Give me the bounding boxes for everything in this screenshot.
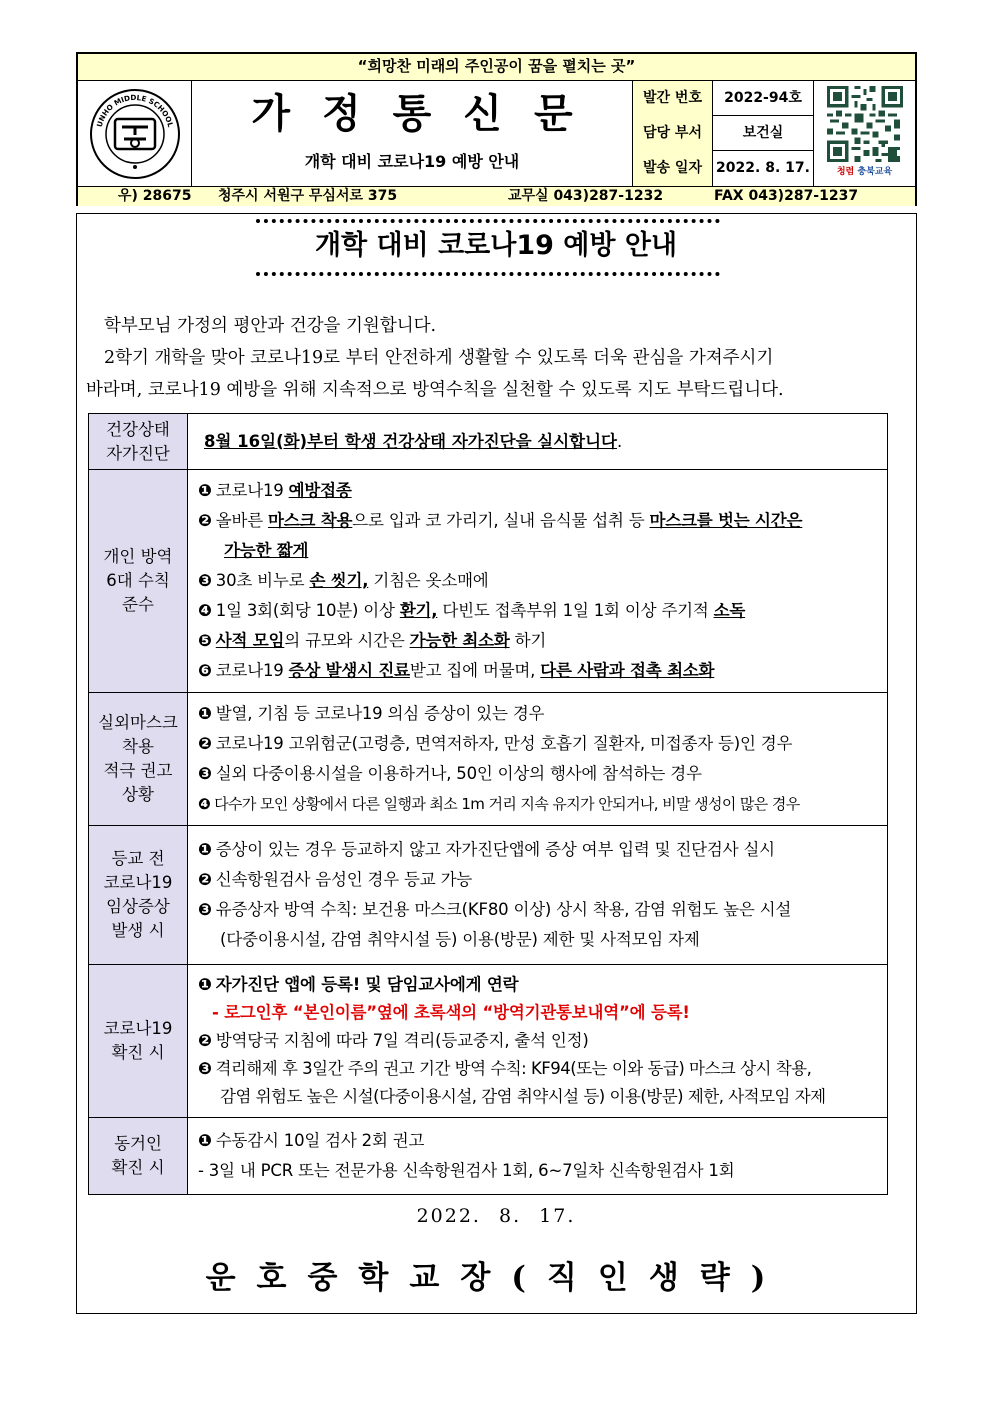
row-header-line: 등교 전 [111, 849, 165, 868]
text: 신속항원검사 음성인 경우 등교 가능 [215, 870, 473, 889]
slogan: “희망찬 미래의 주인공이 꿈을 펼치는 곳” [78, 54, 915, 81]
intro-line-1: 학부모님 가정의 평안과 건강을 기원합니다. [104, 316, 437, 336]
text: 발열, 기침 등 코로나19 의심 증상이 있는 경우 [215, 704, 545, 723]
text: 자가진단 앱에 등록! 및 담임교사에게 연락 [215, 975, 519, 994]
text: 코로나19 [215, 661, 289, 680]
meta-value: 2022. 8. 17. [716, 160, 810, 176]
emphasis: 손 씻기, [309, 571, 369, 590]
emphasis: 증상 발생시 진료 [288, 661, 410, 680]
guidelines-table [88, 413, 888, 1195]
text: 코로나19 고위험군(고령층, 면역저하자, 만성 호흡기 질환자, 미접종자 등)인 경우 [215, 734, 793, 753]
list-item [198, 596, 887, 626]
issue-date: 2022. 8. 17. [416, 1205, 576, 1227]
emphasis: 가능한 최소화 [409, 631, 510, 650]
row-header-line: 준수 [122, 595, 154, 614]
table-row [89, 470, 888, 693]
bullet-icon: ❷ [198, 870, 212, 889]
text: - 로그인후 “본인이름”옆에 초록색의 “방역기관통보내역”에 등록! [212, 1003, 690, 1022]
row-header-line: 적극 권고 [103, 761, 173, 780]
list-item-continuation [198, 536, 887, 566]
row-header-line: 자가진단 [106, 443, 170, 463]
bullet-icon: ❸ [198, 900, 212, 919]
row-content-six-rules [188, 470, 888, 693]
row-content-self-check [188, 414, 888, 470]
bullet-icon: ❹ [198, 601, 212, 620]
bullet-icon: ❶ [198, 840, 212, 859]
fax-number: FAX 043)287-1237 [714, 188, 859, 204]
table-row [89, 826, 888, 965]
text: 유증상자 방역 수칙: 보건용 마스크(KF80 이상) 상시 착용, 감염 위험도 높은 시설 [215, 900, 792, 919]
meta-label: 발송 일자 [633, 151, 713, 186]
row-header-line: 임상증상 [106, 897, 170, 916]
punctuation: . [616, 431, 623, 451]
address-bar [78, 186, 915, 206]
list-item-continuation [198, 925, 887, 955]
title-cell [192, 81, 633, 186]
bullet-icon: ❹ [198, 795, 211, 813]
list-subitem [198, 999, 887, 1027]
emphasis: 가능한 짧게 [224, 541, 309, 560]
text: 30초 비누로 [215, 571, 310, 590]
meta-value: 2022-94호 [724, 90, 802, 106]
text: 격리해제 후 3일간 주의 권고 기간 방역 수칙: KF94(또는 이와 동급) 마스크 상시 착용, [215, 1059, 812, 1078]
emphasis: 사적 모임 [215, 631, 285, 650]
list-item [198, 476, 887, 506]
row-header-line: 실외마스크 [98, 713, 178, 732]
meta-row-send-date [633, 151, 813, 186]
table-row [89, 693, 888, 826]
postal-code: 우) 28675 [118, 188, 192, 204]
row-content-household [188, 1118, 888, 1195]
qr-caption-edu: 충북교육 [857, 167, 893, 177]
bullet-icon: ❷ [198, 511, 212, 530]
bullet-icon: ❻ [198, 661, 212, 680]
emphasis: 마스크를 벗는 시간은 [649, 511, 803, 530]
row-content-symptoms [188, 826, 888, 965]
text: 의 규모와 시간은 [284, 631, 410, 650]
intro-line-2: 2학기 개학을 맞아 코로나19로 부터 안전하게 생활할 수 있도록 더욱 관심을 가져주시기 [104, 348, 774, 368]
bullet-icon: ❸ [198, 571, 212, 590]
row-header-line: 착용 [122, 737, 154, 756]
list-item [198, 506, 887, 536]
qr-cell [813, 81, 915, 186]
row-header-six-rules [89, 470, 188, 693]
bullet-icon: ❷ [198, 734, 212, 753]
title-bottom-divider [256, 272, 720, 276]
text: 다수가 모인 상황에서 다른 일행과 최소 1m 거리 지속 유지가 안되거나, 비말 생성이 많은 경우 [214, 795, 800, 813]
row-header-line: 건강상태 [106, 419, 170, 439]
row-content-confirmed [188, 965, 888, 1118]
bullet-icon: ❶ [198, 481, 212, 500]
self-check-notice: 8월 16일(화)부터 학생 건강상태 자가진단을 실시합니다 [204, 431, 617, 451]
newsletter-subtitle: 개학 대비 코로나19 예방 안내 [304, 152, 520, 171]
emphasis: 마스크 착용 [268, 511, 353, 530]
row-header-symptoms [89, 826, 188, 965]
row-header-line: 동거인 [114, 1134, 162, 1153]
list-item [198, 1027, 887, 1055]
row-header-line: 확진 시 [111, 1043, 165, 1062]
svg-text:UNHO MIDDLE SCHOOL [95, 93, 176, 129]
qr-caption [814, 164, 915, 177]
intro-line-3: 바라며, 코로나19 예방을 위해 지속적으로 방역수칙을 실천할 수 있도록 지도 부탁드립니다. [86, 380, 784, 400]
row-header-line: 확진 시 [111, 1158, 165, 1177]
school-logo-cell [78, 81, 192, 186]
table-row [89, 414, 888, 470]
bullet-icon: ❷ [198, 1031, 212, 1050]
row-header-self-check [89, 414, 188, 470]
qr-code-icon[interactable] [827, 86, 903, 162]
list-item [198, 1055, 887, 1083]
bullet-icon: ❺ [198, 631, 212, 650]
list-subitem [198, 1156, 887, 1186]
emphasis: 다른 사람과 접촉 최소화 [540, 661, 715, 680]
text: 방역당국 지침에 따라 7일 격리(등교중지, 출석 인정) [215, 1031, 589, 1050]
table-row [89, 965, 888, 1118]
list-item [198, 835, 887, 865]
text: 다빈도 접촉부위 1일 1회 이상 주기적 [437, 601, 714, 620]
list-item [198, 971, 887, 999]
header-middle [78, 81, 915, 186]
row-header-line: 개인 방역 [103, 547, 173, 566]
list-item [198, 699, 887, 729]
newsletter-title: 가정통신문 [251, 90, 605, 137]
text: 으로 입과 코 가리기, 실내 음식물 섭취 등 [352, 511, 650, 530]
row-header-line: 코로나19 [103, 873, 173, 892]
text: 기침은 옷소매에 [368, 571, 489, 590]
text: 1일 3회(회당 10분) 이상 [215, 601, 400, 620]
row-header-line: 6대 수칙 [106, 571, 170, 590]
list-item [198, 656, 887, 686]
bullet-icon: ❸ [198, 1059, 212, 1078]
list-item [198, 626, 887, 656]
bullet-icon: ❶ [198, 704, 212, 723]
school-emblem-icon [88, 87, 182, 181]
meta-label: 담당 부서 [633, 116, 713, 151]
document-title: 개학 대비 코로나19 예방 안내 [314, 230, 678, 261]
row-header-confirmed [89, 965, 188, 1118]
list-item [198, 865, 887, 895]
list-item [198, 729, 887, 759]
text: 코로나19 [215, 481, 289, 500]
letter-header [76, 52, 917, 206]
bullet-icon: ❸ [198, 764, 212, 783]
street-address: 청주시 서원구 무심서로 375 [218, 188, 398, 204]
list-item [198, 789, 887, 819]
meta-row-issue-number [633, 81, 813, 116]
bullet-icon: ❶ [198, 1131, 212, 1150]
row-header-household [89, 1118, 188, 1195]
office-phone: 교무실 043)287-1232 [508, 188, 664, 204]
principal-signature: 운호중학교장(직인생략) [205, 1260, 787, 1296]
qr-caption-integrity: 청렴 [836, 167, 855, 177]
text: 감염 위험도 높은 시설(다중이용시설, 감염 취약시설 등) 이용(방문) 제한, 사적모임 자제 [220, 1087, 826, 1106]
meta-value: 보건실 [742, 125, 784, 141]
text: 하기 [509, 631, 547, 650]
title-top-divider [256, 219, 720, 223]
emphasis: 환기, [399, 601, 438, 620]
emblem-text: UNHO MIDDLE SCHOOL [94, 92, 176, 129]
row-header-line: 상황 [122, 785, 154, 804]
text: (다중이용시설, 감염 취약시설 등) 이용(방문) 제한 및 사적모임 자제 [220, 930, 700, 949]
publication-info [633, 81, 813, 186]
row-header-outdoor-mask [89, 693, 188, 826]
meta-row-department [633, 116, 813, 151]
text: - 3일 내 PCR 또는 전문가용 신속항원검사 1회, 6~7일차 신속항원검사 1회 [198, 1161, 735, 1180]
emphasis: 예방접종 [288, 481, 352, 500]
text: 실외 다중이용시설을 이용하거나, 50인 이상의 행사에 참석하는 경우 [215, 764, 702, 783]
list-item [198, 895, 887, 925]
text: 수동감시 10일 검사 2회 권고 [215, 1131, 425, 1150]
row-content-outdoor-mask [188, 693, 888, 826]
list-item-continuation [198, 1083, 887, 1111]
table-row [89, 1118, 888, 1195]
bullet-icon: ❶ [198, 975, 212, 994]
emphasis: 소독 [713, 601, 746, 620]
row-header-line: 코로나19 [103, 1019, 173, 1038]
list-item [198, 759, 887, 789]
meta-label: 발간 번호 [633, 81, 713, 116]
list-item [198, 566, 887, 596]
text: 증상이 있는 경우 등교하지 않고 자가진단앱에 증상 여부 입력 및 진단검사 실시 [215, 840, 775, 859]
text: 받고 집에 머물며, [409, 661, 541, 680]
row-header-line: 발생 시 [111, 921, 165, 940]
list-item [198, 1126, 887, 1156]
text: 올바른 [215, 511, 269, 530]
